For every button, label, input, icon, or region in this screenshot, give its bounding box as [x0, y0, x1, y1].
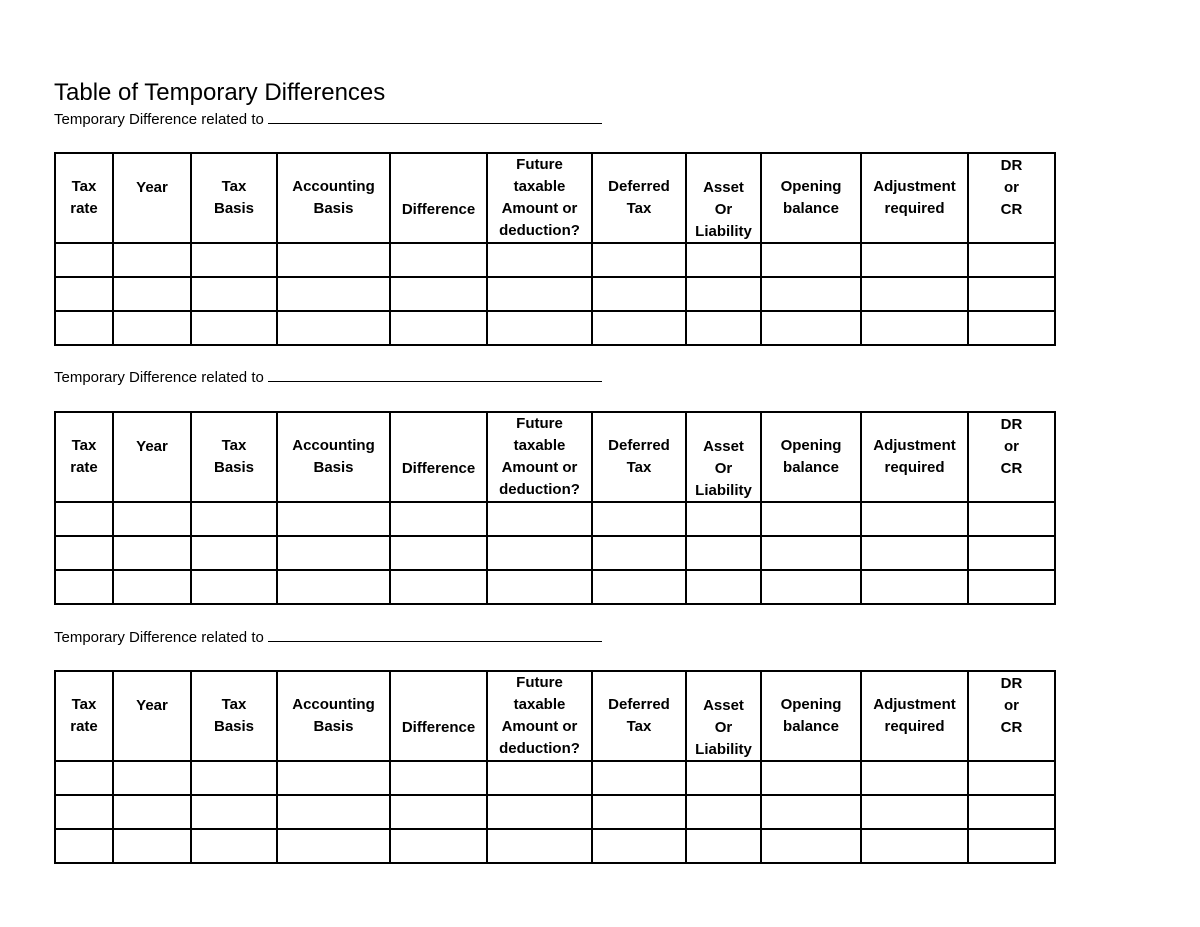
- header-future-taxable: Future taxable Amount or deduction?: [487, 412, 592, 502]
- header-deferred-tax: Deferred Tax: [592, 412, 686, 502]
- section-label-text: Temporary Difference related to: [54, 369, 264, 386]
- header-adjustment-required: Adjustment required: [861, 153, 968, 243]
- section-label-3: [54, 628, 602, 648]
- table-row: [55, 795, 1055, 829]
- header-asset-or-liability: Asset Or Liability: [686, 671, 761, 761]
- table-cell[interactable]: [968, 502, 1055, 536]
- table-cell[interactable]: [487, 795, 592, 829]
- table-cell[interactable]: [761, 829, 861, 863]
- table-cell[interactable]: [113, 502, 191, 536]
- table-cell[interactable]: [191, 570, 277, 604]
- table-cell[interactable]: [861, 829, 968, 863]
- section-label-2: [54, 368, 602, 388]
- header-future-taxable: Future taxable Amount or deduction?: [487, 671, 592, 761]
- table-cell[interactable]: [968, 243, 1055, 277]
- section-label-text: Temporary Difference related to: [54, 629, 264, 646]
- fill-in-line[interactable]: [268, 368, 602, 382]
- table-cell[interactable]: [191, 761, 277, 795]
- table-cell[interactable]: [277, 243, 390, 277]
- table-cell[interactable]: [487, 829, 592, 863]
- table-cell[interactable]: [592, 536, 686, 570]
- table-cell[interactable]: [686, 829, 761, 863]
- table-cell[interactable]: [861, 502, 968, 536]
- table-cell[interactable]: [592, 570, 686, 604]
- table-cell[interactable]: [55, 311, 113, 345]
- table-cell[interactable]: [487, 243, 592, 277]
- table-row: [55, 311, 1055, 345]
- table-cell[interactable]: [686, 311, 761, 345]
- table-row: [55, 761, 1055, 795]
- table-row: [55, 829, 1055, 863]
- table-cell[interactable]: [113, 795, 191, 829]
- table-cell[interactable]: [191, 243, 277, 277]
- table-cell[interactable]: [390, 795, 487, 829]
- table-cell[interactable]: [55, 277, 113, 311]
- header-opening-balance: Opening balance: [761, 671, 861, 761]
- table-cell[interactable]: [113, 243, 191, 277]
- header-accounting-basis: Accounting Basis: [277, 153, 390, 243]
- header-year: Year: [113, 412, 191, 502]
- table-cell[interactable]: [113, 277, 191, 311]
- table-row: [55, 277, 1055, 311]
- table-cell[interactable]: [592, 795, 686, 829]
- table-cell[interactable]: [277, 311, 390, 345]
- table-cell[interactable]: [113, 570, 191, 604]
- header-opening-balance: Opening balance: [761, 153, 861, 243]
- table-cell[interactable]: [390, 277, 487, 311]
- table-cell[interactable]: [113, 829, 191, 863]
- header-tax-basis: Tax Basis: [191, 153, 277, 243]
- table-cell[interactable]: [592, 311, 686, 345]
- header-asset-or-liability: Asset Or Liability: [686, 153, 761, 243]
- header-asset-or-liability: Asset Or Liability: [686, 412, 761, 502]
- table-cell[interactable]: [487, 536, 592, 570]
- table-cell[interactable]: [686, 536, 761, 570]
- table-cell[interactable]: [686, 277, 761, 311]
- header-future-taxable: Future taxable Amount or deduction?: [487, 153, 592, 243]
- table-cell[interactable]: [487, 502, 592, 536]
- table-header-row: [55, 412, 1055, 502]
- table-cell[interactable]: [113, 761, 191, 795]
- header-opening-balance: Opening balance: [761, 412, 861, 502]
- table-cell[interactable]: [686, 761, 761, 795]
- table-cell[interactable]: [592, 502, 686, 536]
- table-row: [55, 536, 1055, 570]
- header-difference: Difference: [390, 153, 487, 243]
- fill-in-line[interactable]: [268, 628, 602, 642]
- table-cell[interactable]: [761, 311, 861, 345]
- header-year: Year: [113, 153, 191, 243]
- table-cell[interactable]: [968, 277, 1055, 311]
- header-difference: Difference: [390, 671, 487, 761]
- table-cell[interactable]: [761, 502, 861, 536]
- table-cell[interactable]: [968, 536, 1055, 570]
- header-year: Year: [113, 671, 191, 761]
- table-cell[interactable]: [390, 502, 487, 536]
- header-tax-rate: Tax rate: [55, 153, 113, 243]
- table-cell[interactable]: [487, 761, 592, 795]
- table-cell[interactable]: [487, 311, 592, 345]
- table-cell[interactable]: [861, 277, 968, 311]
- table-cell[interactable]: [277, 570, 390, 604]
- table-cell[interactable]: [592, 829, 686, 863]
- table-cell[interactable]: [191, 795, 277, 829]
- header-difference: Difference: [390, 412, 487, 502]
- table-cell[interactable]: [191, 311, 277, 345]
- temporary-differences-table-2: [54, 411, 1056, 605]
- header-tax-rate: Tax rate: [55, 671, 113, 761]
- table-cell[interactable]: [191, 502, 277, 536]
- table-cell[interactable]: [390, 829, 487, 863]
- table-cell[interactable]: [191, 277, 277, 311]
- table-cell[interactable]: [861, 243, 968, 277]
- header-accounting-basis: Accounting Basis: [277, 671, 390, 761]
- table-cell[interactable]: [277, 502, 390, 536]
- table-cell[interactable]: [55, 502, 113, 536]
- fill-in-line[interactable]: [268, 110, 602, 124]
- table-cell[interactable]: [861, 761, 968, 795]
- table-cell[interactable]: [861, 795, 968, 829]
- table-cell[interactable]: [277, 761, 390, 795]
- table-cell[interactable]: [191, 829, 277, 863]
- header-tax-basis: Tax Basis: [191, 671, 277, 761]
- table-cell[interactable]: [968, 795, 1055, 829]
- table-cell[interactable]: [487, 277, 592, 311]
- table-cell[interactable]: [55, 570, 113, 604]
- table-cell[interactable]: [761, 536, 861, 570]
- table-cell[interactable]: [55, 761, 113, 795]
- table-cell[interactable]: [761, 570, 861, 604]
- table-cell[interactable]: [55, 795, 113, 829]
- section-label-1: [54, 110, 602, 130]
- table-cell[interactable]: [968, 311, 1055, 345]
- table-header-row: [55, 671, 1055, 761]
- table-cell[interactable]: [686, 795, 761, 829]
- table-cell[interactable]: [968, 761, 1055, 795]
- table-cell[interactable]: [761, 795, 861, 829]
- table-cell[interactable]: [390, 570, 487, 604]
- table-cell[interactable]: [861, 311, 968, 345]
- header-deferred-tax: Deferred Tax: [592, 153, 686, 243]
- table-cell[interactable]: [390, 761, 487, 795]
- header-dr-or-cr: DR or CR: [968, 412, 1055, 502]
- table-cell[interactable]: [277, 536, 390, 570]
- table-cell[interactable]: [113, 536, 191, 570]
- table-cell[interactable]: [277, 795, 390, 829]
- table-row: [55, 243, 1055, 277]
- table-cell[interactable]: [761, 277, 861, 311]
- header-adjustment-required: Adjustment required: [861, 412, 968, 502]
- table-cell[interactable]: [277, 277, 390, 311]
- table-cell[interactable]: [592, 761, 686, 795]
- table-cell[interactable]: [761, 243, 861, 277]
- header-tax-rate: Tax rate: [55, 412, 113, 502]
- table-cell[interactable]: [277, 829, 390, 863]
- table-cell[interactable]: [55, 536, 113, 570]
- table-cell[interactable]: [861, 536, 968, 570]
- table-cell[interactable]: [861, 570, 968, 604]
- header-adjustment-required: Adjustment required: [861, 671, 968, 761]
- table-cell[interactable]: [592, 243, 686, 277]
- table-cell[interactable]: [686, 502, 761, 536]
- table-row: [55, 570, 1055, 604]
- table-cell[interactable]: [592, 277, 686, 311]
- header-tax-basis: Tax Basis: [191, 412, 277, 502]
- table-cell[interactable]: [191, 536, 277, 570]
- table-cell[interactable]: [968, 570, 1055, 604]
- header-accounting-basis: Accounting Basis: [277, 412, 390, 502]
- table-cell[interactable]: [390, 536, 487, 570]
- section-label-text: Temporary Difference related to: [54, 111, 264, 128]
- table-cell[interactable]: [686, 570, 761, 604]
- table-header-row: [55, 153, 1055, 243]
- table-cell[interactable]: [113, 311, 191, 345]
- header-deferred-tax: Deferred Tax: [592, 671, 686, 761]
- table-cell[interactable]: [390, 311, 487, 345]
- temporary-differences-table-3: [54, 670, 1056, 864]
- table-cell[interactable]: [761, 761, 861, 795]
- table-cell[interactable]: [55, 829, 113, 863]
- table-cell[interactable]: [968, 829, 1055, 863]
- table-cell[interactable]: [487, 570, 592, 604]
- header-dr-or-cr: DR or CR: [968, 153, 1055, 243]
- table-cell[interactable]: [686, 243, 761, 277]
- table-cell[interactable]: [55, 243, 113, 277]
- table-cell[interactable]: [390, 243, 487, 277]
- temporary-differences-table-1: [54, 152, 1056, 346]
- table-row: [55, 502, 1055, 536]
- page-title: Table of Temporary Differences: [54, 79, 386, 106]
- header-dr-or-cr: DR or CR: [968, 671, 1055, 761]
